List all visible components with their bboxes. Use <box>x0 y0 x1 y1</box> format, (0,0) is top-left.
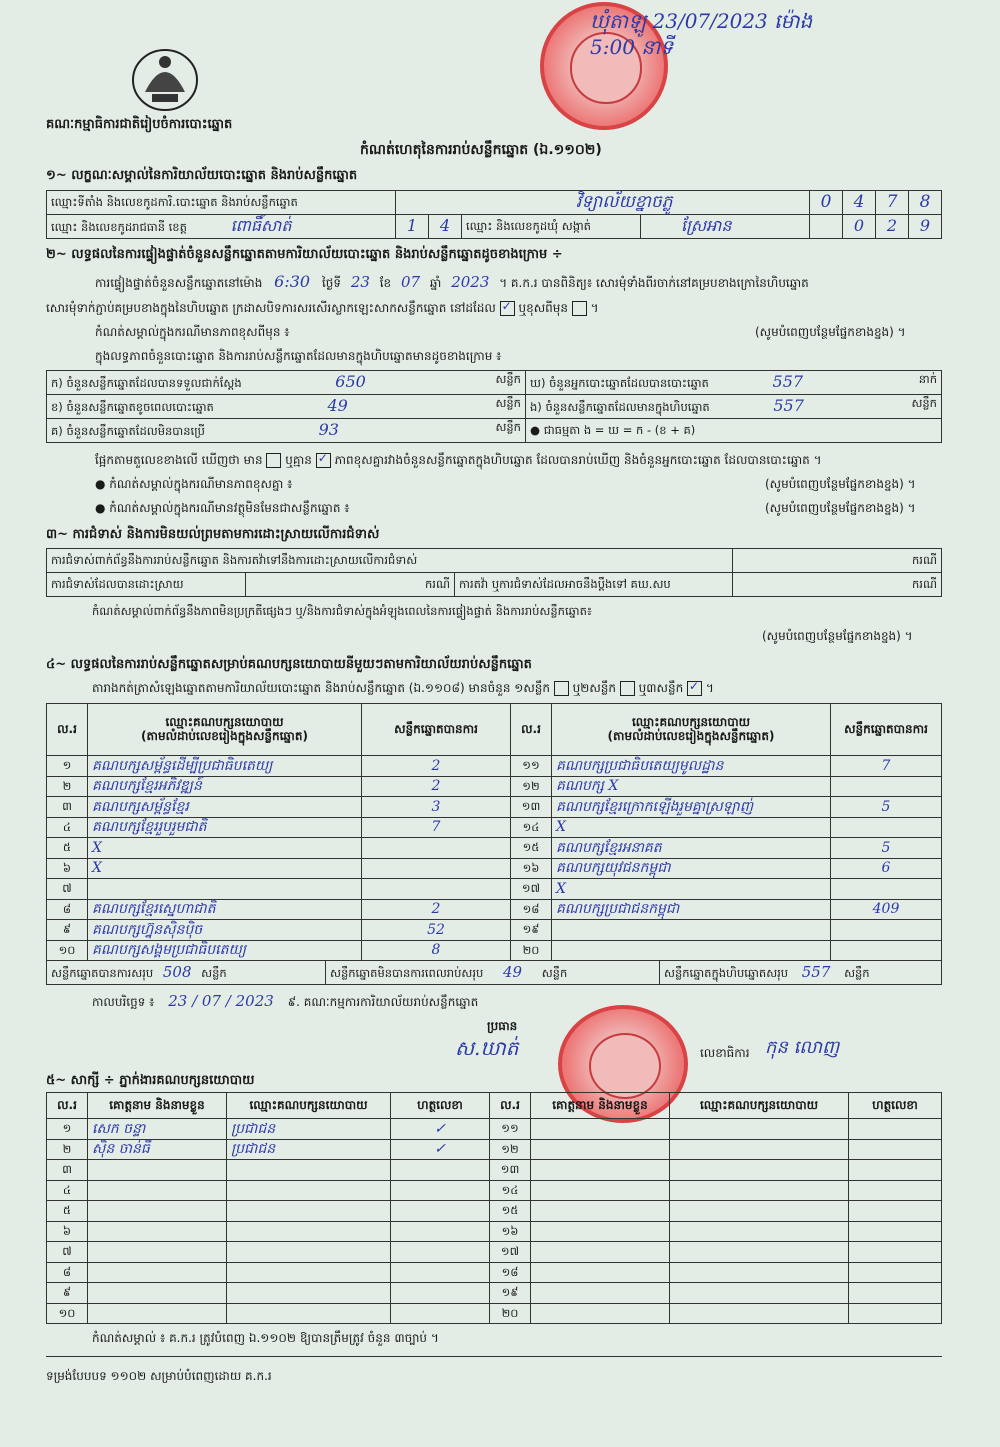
row-number: ១៤ <box>511 817 552 838</box>
stamp-handwriting: ឃុំតាឡូ 23/07/2023 ម៉ោង 5:00 នាទី <box>590 9 813 59</box>
witness-party <box>227 1283 391 1304</box>
witness-party: ប្រជាជន <box>227 1139 391 1160</box>
row-number: ១៨ <box>511 899 552 920</box>
col-sign: ហត្ថលេខា <box>849 1093 942 1119</box>
changed-checkbox[interactable] <box>572 301 587 316</box>
change-note-end: (សូមបំពេញបន្ថែមផ្នែកខាងខ្នង) ។ <box>755 325 906 339</box>
result-row <box>47 858 942 879</box>
three-sheets-checkbox[interactable] <box>687 681 702 696</box>
count-table <box>46 370 942 443</box>
row-number: ៧ <box>47 879 88 900</box>
case-label: ករណី <box>733 573 942 597</box>
committee-label: ៩. គណៈកម្មការការិយាល័យរាប់សន្លឹកឆ្នោត <box>287 995 479 1009</box>
row-number: ១៥ <box>511 838 552 859</box>
national-emblem-icon <box>130 42 200 114</box>
vote-count <box>831 879 942 900</box>
witness-name <box>531 1262 670 1283</box>
commune-digit: 2 <box>876 215 909 239</box>
total-valid-label: សន្លឹកឆ្នោតបានការសរុប <box>51 965 154 980</box>
totals-table <box>46 960 942 985</box>
party-name: គណបក្សខ្មែរអភិវឌ្ឍន៍ <box>88 776 362 797</box>
party-name <box>552 940 831 961</box>
result-row <box>47 797 942 818</box>
tally-sheet-line: តារាងកត់ត្រាសំឡេងឆ្នោតតាមការិយាល័យបោះឆ្នោត និងរាប់សន្លឹកឆ្នោត (ឯ.១១០៨) មានចំនួន ១សន្លឹក ឬ២សន្លឹក ឬ៣សន្លឹក ✓ ។ <box>92 680 714 698</box>
vote-count: 6 <box>831 858 942 879</box>
witness-name <box>88 1221 227 1242</box>
vote-count: 2 <box>362 756 511 777</box>
results-table <box>46 703 942 961</box>
unused-label: គ) ចំនួនសន្លឹកឆ្នោតដែលមិនបានប្រើ <box>51 424 205 439</box>
witness-party <box>227 1242 391 1263</box>
witness-party <box>227 1201 391 1222</box>
difference-no-checkbox[interactable] <box>316 453 331 468</box>
witness-signature <box>391 1221 490 1242</box>
commune-name: ស្រែអាន <box>641 215 810 239</box>
row-number: ៣ <box>47 797 88 818</box>
party-name: គណបក្សសង្គមប្រជាធិបតេយ្យ <box>88 940 362 961</box>
difference-has-label: ផ្អែកតាមតួលេខខាងលើ ឃើញថា មាន <box>95 453 263 467</box>
party-name: គណបក្សខ្មែរអនាគត <box>552 838 831 859</box>
vote-count: 2 <box>362 899 511 920</box>
date-label: កាលបរិច្ឆេទ ៖ <box>92 995 155 1009</box>
foreign-object-note-end: (សូមបំពេញបន្ថែមផ្នែកខាងខ្នង) ។ <box>765 501 916 515</box>
chair-label: ប្រធាន <box>487 1019 518 1033</box>
col-sign: ហត្ថលេខា <box>391 1093 490 1119</box>
witness-signature <box>849 1221 942 1242</box>
row-number: ១៨ <box>490 1262 531 1283</box>
secretary-signature: កុន លោញ <box>765 1037 840 1058</box>
same-checkbox[interactable] <box>500 301 515 316</box>
witness-name <box>88 1303 227 1324</box>
row-number: ១៣ <box>511 797 552 818</box>
unit-label: សន្លឹក <box>495 396 521 411</box>
party-name: គណបក្សខ្មែរក្រោកឡើងរួមគ្នាស្រឡាញ់ <box>552 797 831 818</box>
verify-year-label: ឆ្នាំ <box>429 276 442 290</box>
result-row <box>47 920 942 941</box>
party-name: គណបក្សខ្មែររួបរួមជាតិ <box>88 817 362 838</box>
witness-signature <box>391 1303 490 1324</box>
row-number: ១ <box>47 1119 88 1140</box>
verify-year: 2023 <box>451 273 490 291</box>
witness-row <box>47 1139 942 1160</box>
row-number: ៥ <box>47 1201 88 1222</box>
two-sheets-checkbox[interactable] <box>620 681 635 696</box>
commune-digit: 9 <box>909 215 942 239</box>
footer-divider <box>46 1356 942 1357</box>
col-party-note: (តាមលំដាប់លេខរៀងក្នុងសន្លឹកឆ្នោត) <box>141 728 308 743</box>
witness-name <box>88 1262 227 1283</box>
result-row <box>47 776 942 797</box>
form-title: កំណត់ហេតុនៃការរាប់សន្លឹកឆ្នោត (ឯ.១១០២) <box>360 142 602 158</box>
difference-note: ● កំណត់សម្គាល់ក្នុងករណីមានភាពខុសគ្នា ៖ <box>95 477 293 491</box>
witness-row <box>47 1180 942 1201</box>
witness-signature <box>391 1160 490 1181</box>
row-number: ២០ <box>490 1303 531 1324</box>
total-invalid-label: សន្លឹកឆ្នោតមិនបានការពេលរាប់សរុប <box>330 965 484 980</box>
result-row <box>47 817 942 838</box>
col-votes: សន្លឹកឆ្នោតបានការ <box>362 704 511 756</box>
province-digit: 4 <box>429 215 462 239</box>
witness-party <box>227 1180 391 1201</box>
witness-party: ប្រជាជន <box>227 1119 391 1140</box>
party-name <box>552 920 831 941</box>
row-number: ១៣ <box>490 1160 531 1181</box>
witness-party <box>670 1262 849 1283</box>
result-row <box>47 940 942 961</box>
case-label: ករណី <box>246 573 455 597</box>
vote-count <box>831 817 942 838</box>
verify-day-label: ថ្ងៃទី <box>321 276 341 290</box>
witness-signature: ✓ <box>391 1139 490 1160</box>
province-label: ឈ្មោះ និងលេខកូដរាជធានី ខេត្ត <box>51 220 187 235</box>
vote-count <box>362 879 511 900</box>
unit-label: សន្លឹក <box>495 420 521 435</box>
code-digit: 0 <box>810 191 843 215</box>
vote-count: 3 <box>362 797 511 818</box>
witness-party <box>670 1201 849 1222</box>
party-name: គណបក្សសម្ព័ន្ធដើម្បីប្រជាធិបតេយ្យ <box>88 756 362 777</box>
code-digit: 7 <box>876 191 909 215</box>
witness-party <box>670 1119 849 1140</box>
location-name: វិទ្យាល័យខ្នាចភ្លូ <box>396 191 810 215</box>
witness-row <box>47 1119 942 1140</box>
witness-party <box>670 1242 849 1263</box>
count-intro: ក្នុងលទ្ធភាពចំនួនបោះឆ្នោត និងការរាប់សន្លឹកឆ្នោតដែលមានក្នុងហិបឆ្នោតមានដូចខាងក្រោម ៖ <box>95 349 502 363</box>
objection-count-label: ការជំទាស់ពាក់ព័ន្ធនឹងការរាប់សន្លឹកឆ្នោត និងការតវ៉ាទៅនឹងការដោះស្រាយលើការជំទាស់ <box>47 549 733 573</box>
col-no: ល.រ <box>511 704 552 756</box>
row-number: ៨ <box>47 1262 88 1283</box>
witness-name <box>531 1139 670 1160</box>
section2-title: ២~ លទ្ធផលនៃការផ្ទៀងផ្ទាត់ចំនួនសន្លឹកឆ្នោតតាមការិយាល័យបោះឆ្នោត និងរាប់សន្លឹកឆ្នោតដូចខាងក្រោម ÷ <box>46 247 563 262</box>
witness-signature <box>849 1242 942 1263</box>
formula: ● ជាធម្មតា ង = ឃ = ក - (ខ + គ) <box>526 419 942 443</box>
row-number: ៣ <box>47 1160 88 1181</box>
witness-party <box>227 1221 391 1242</box>
tally-sheet-text: តារាងកត់ត្រាសំឡេងឆ្នោតតាមការិយាល័យបោះឆ្នោត និងរាប់សន្លឹកឆ្នោត (ឯ.១១០៨) មានចំនួន ១សន្លឹក <box>92 681 550 695</box>
witness-name <box>531 1303 670 1324</box>
vote-count <box>362 838 511 859</box>
location-label: ឈ្មោះទីតាំង និងលេខកូដការិ.បោះឆ្នោត និងរាប់សន្លឹកឆ្នោត <box>47 191 396 215</box>
row-number: ១០ <box>47 1303 88 1324</box>
section5-title: ៥~ សាក្សី ÷ ភ្នាក់ងារគណបក្សនយោបាយ <box>46 1073 255 1088</box>
location-table <box>46 190 942 239</box>
col-no: ល.រ <box>490 1093 531 1119</box>
row-number: ១២ <box>511 776 552 797</box>
witness-party <box>227 1262 391 1283</box>
total-valid-value: 508 <box>162 962 192 981</box>
row-number: ១៧ <box>511 879 552 900</box>
row-number: ៦ <box>47 1221 88 1242</box>
col-party: ឈ្មោះគណបក្សនយោបាយ <box>165 714 284 729</box>
row-number: ៥ <box>47 838 88 859</box>
witness-signature <box>849 1262 942 1283</box>
vote-count: 5 <box>831 838 942 859</box>
col-votes: សន្លឹកឆ្នោតបានការ <box>831 704 942 756</box>
witness-name <box>88 1160 227 1181</box>
witness-name <box>88 1242 227 1263</box>
witness-name <box>88 1283 227 1304</box>
row-number: ១០ <box>47 940 88 961</box>
witness-signature <box>391 1262 490 1283</box>
witness-signature <box>391 1180 490 1201</box>
row-number: ៨ <box>47 899 88 920</box>
total-invalid-value: 49 <box>502 962 523 981</box>
vote-count: 8 <box>362 940 511 961</box>
unit-label: សន្លឹក <box>541 965 568 980</box>
party-name: X <box>88 858 362 879</box>
party-name: គណបក្សប្រជាជនកម្ពុជា <box>552 899 831 920</box>
unit-person-label: នាក់ <box>918 372 937 387</box>
difference-text: ភាពខុសគ្នារវាងចំនួនសន្លឹកឆ្នោតក្នុងហិបឆ្នោត ដែលបានរាប់ឃើញ និងចំនួនអ្នកបោះឆ្នោត ដែលបានបោះឆ្នោត ។ <box>334 453 822 467</box>
witness-row <box>47 1303 942 1324</box>
province-name: ពោធិ៍សាត់ <box>230 216 292 236</box>
verify-month-label: ខែ <box>379 276 392 290</box>
witness-signature <box>849 1119 942 1140</box>
vote-count <box>831 940 942 961</box>
row-number: ៧ <box>47 1242 88 1263</box>
witness-party <box>670 1180 849 1201</box>
result-row <box>47 838 942 859</box>
witness-row <box>47 1283 942 1304</box>
seal-status-text: សោរមុំទាក់ភ្ជាប់គម្របខាងក្នុងនៃហិបឆ្នោត ក្រដាសបិទការសរសើរស្លាកឡេះសាកសន្លឹកឆ្នោត នៅដដែល <box>46 301 496 315</box>
irregularity-note: កំណត់សម្គាល់ពាក់ព័ន្ធនឹងភាពមិនប្រក្រតីផ្សេងៗ ឬ/និងការជំទាស់ក្នុងអំឡុងពេលនៃការផ្ទៀងផ្ទាត់ និងការរាប់សន្លឹកឆ្នោត៖ <box>92 604 592 618</box>
vote-count: 7 <box>831 756 942 777</box>
party-name: គណបក្សយុវជនកម្ពុជា <box>552 858 831 879</box>
received-label: ក) ចំនួនសន្លឹកឆ្នោតដែលបានទទួលជាក់ស្តែង <box>51 376 242 391</box>
witness-name: សេក ចន្ទា <box>88 1119 227 1140</box>
witness-name <box>531 1180 670 1201</box>
row-number: ៦ <box>47 858 88 879</box>
col-party: ឈ្មោះគណបក្សនយោបាយ <box>670 1093 849 1119</box>
commune-label: ឈ្មោះ និងលេខកូដឃុំ សង្កាត់ <box>462 215 641 239</box>
witness-note: កំណត់សម្គាល់ ៖ គ.ក.រ ត្រូវបំពេញ ឯ.១១០២ ឱ្យបានត្រឹមត្រូវ ចំនួន ៣ច្បាប់ ។ <box>92 1331 439 1345</box>
party-name: X <box>88 838 362 859</box>
col-name: គោត្តនាម និងនាមខ្លួន <box>88 1093 227 1119</box>
witness-name: ស៊ិន ចាន់ធី <box>88 1139 227 1160</box>
witness-name <box>88 1201 227 1222</box>
witness-row <box>47 1242 942 1263</box>
witness-name <box>531 1283 670 1304</box>
footer-text: ទម្រង់បែបបទ ១១០២ សម្រាប់បំពេញដោយ គ.ក.រ <box>46 1369 272 1383</box>
row-number: ១ <box>47 756 88 777</box>
province-digit: 1 <box>396 215 429 239</box>
col-no: ល.រ <box>47 704 88 756</box>
witness-row <box>47 1221 942 1242</box>
witness-name <box>531 1160 670 1181</box>
in-box-value: 557 <box>773 396 804 416</box>
verify-line-1-end: ។ គ.ក.រ បានពិនិត្យ៖ សោរមុំទាំងពីរចាក់នៅគម្របខាងក្រោនៃហិបឆ្នោត <box>499 276 809 290</box>
row-number: ១១ <box>511 756 552 777</box>
witness-party <box>227 1303 391 1324</box>
section4-title: ៤~ លទ្ធផលនៃការរាប់សន្លឹកឆ្នោតសម្រាប់គណបក្សនយោបាយនីមួយៗតាមការិយាល័យរាប់សន្លឹកឆ្នោត <box>46 657 532 672</box>
col-party: ឈ្មោះគណបក្សនយោបាយ <box>227 1093 391 1119</box>
witness-party <box>670 1283 849 1304</box>
party-name <box>88 879 362 900</box>
col-party-note: (តាមលំដាប់លេខរៀងក្នុងសន្លឹកឆ្នោត) <box>607 728 775 743</box>
verify-month: 07 <box>401 273 421 291</box>
received-value: 650 <box>335 372 366 392</box>
party-name: គណបក្ស X <box>552 776 831 797</box>
vote-count <box>362 858 511 879</box>
witness-table <box>46 1092 942 1324</box>
row-number: ២០ <box>511 940 552 961</box>
vote-count: 2 <box>362 776 511 797</box>
witness-party <box>670 1139 849 1160</box>
result-row <box>47 756 942 777</box>
witness-signature <box>391 1242 490 1263</box>
witness-party <box>227 1160 391 1181</box>
witness-name <box>531 1221 670 1242</box>
total-box-value: 557 <box>801 962 831 981</box>
row-number: ១៩ <box>511 920 552 941</box>
col-no: ល.រ <box>47 1093 88 1119</box>
vote-count: 52 <box>362 920 511 941</box>
witness-signature <box>849 1201 942 1222</box>
total-box-label: សន្លឹកឆ្នោតក្នុងហិបឆ្នោតសរុប <box>664 965 789 980</box>
unused-value: 93 <box>318 420 339 440</box>
section1-title: ១~ លក្ខណៈសម្គាល់នៃការិយាល័យបោះឆ្នោត និងរាប់សន្លឹកឆ្នោត <box>46 168 358 183</box>
date-value: 23 / 07 / 2023 <box>168 992 274 1010</box>
row-number: ៤ <box>47 1180 88 1201</box>
party-name: X <box>552 817 831 838</box>
witness-party <box>670 1303 849 1324</box>
col-party: ឈ្មោះគណបក្សនយោបាយ <box>631 714 751 729</box>
one-sheet-checkbox[interactable] <box>554 681 569 696</box>
witness-signature <box>849 1139 942 1160</box>
objection-table <box>46 548 942 597</box>
difference-none-label: ឬគ្មាន <box>285 453 312 467</box>
spoiled-value: 49 <box>327 396 348 416</box>
difference-line <box>95 452 822 470</box>
witness-signature <box>849 1180 942 1201</box>
spoiled-label: ខ) ចំនួនសន្លឹកឆ្នោតខូចពេលបោះឆ្នោត <box>51 400 214 415</box>
vote-count <box>831 920 942 941</box>
witness-row <box>47 1160 942 1181</box>
party-name: គណបក្សប្រជាធិបតេយ្យមូលដ្ឋាន <box>552 756 831 777</box>
resolved-label: ការជំទាស់ដែលបានដោះស្រាយ <box>47 573 246 597</box>
irregularity-note-end: (សូមបំពេញបន្ថែមផ្នែកខាងខ្នង) ។ <box>762 629 913 643</box>
witness-signature: ✓ <box>391 1119 490 1140</box>
row-number: ១២ <box>490 1139 531 1160</box>
party-name: គណបក្សខ្មែរស្នេហាជាតិ <box>88 899 362 920</box>
date-line <box>92 992 478 1012</box>
verify-day: 23 <box>350 273 370 291</box>
vote-count: 409 <box>831 899 942 920</box>
result-row <box>47 899 942 920</box>
unit-label: សន្លឹក <box>844 965 870 980</box>
verify-line-1 <box>95 272 809 293</box>
vote-count: 5 <box>831 797 942 818</box>
chair-signature: ស.ឃាត់ <box>455 1036 519 1060</box>
col-name: គោត្តនាម និងនាមខ្លួន <box>531 1093 670 1119</box>
witness-signature <box>391 1283 490 1304</box>
vote-count: 7 <box>362 817 511 838</box>
unit-label: សន្លឹក <box>201 965 227 980</box>
changed-label: ឬខុសពីមុន <box>518 301 569 315</box>
three-sheets-label: ឬ៣សន្លឹក <box>638 681 684 695</box>
witness-row <box>47 1262 942 1283</box>
empty-cell <box>810 215 843 239</box>
code-digit: 8 <box>909 191 942 215</box>
code-digit: 4 <box>843 191 876 215</box>
difference-yes-checkbox[interactable] <box>266 453 281 468</box>
row-number: ១៦ <box>490 1221 531 1242</box>
unit-label: សន្លឹក <box>495 372 521 387</box>
committee-name: គណៈកម្មាធិការជាតិរៀបចំការបោះឆ្នោត <box>46 117 233 132</box>
section3-title: ៣~ ការជំទាស់ និងការមិនយល់ព្រមតាមការដោះស្រាយលើការជំទាស់ <box>46 527 380 542</box>
verify-time: 6:30 <box>274 272 311 291</box>
appeal-label: ការតវ៉ា ឬការជំទាស់ដែលអាចនឹងប្តឹងទៅ គឃ.សប <box>455 573 733 597</box>
witness-party <box>670 1221 849 1242</box>
row-number: ៩ <box>47 1283 88 1304</box>
witness-name <box>531 1242 670 1263</box>
change-note-label: កំណត់សម្គាល់ក្នុងករណីមានភាពខុសពីមុន ៖ <box>95 325 290 339</box>
witness-signature <box>391 1201 490 1222</box>
case-label: ករណី <box>733 549 942 573</box>
witness-signature <box>849 1160 942 1181</box>
voters-label: ឃ) ចំនួនអ្នកបោះឆ្នោតដែលបានបោះឆ្នោត <box>530 376 709 391</box>
witness-name <box>531 1119 670 1140</box>
row-number: ១៥ <box>490 1201 531 1222</box>
row-number: ២ <box>47 776 88 797</box>
row-number: ១៤ <box>490 1180 531 1201</box>
commune-digit: 0 <box>843 215 876 239</box>
vote-count <box>831 776 942 797</box>
witness-row <box>47 1201 942 1222</box>
result-row <box>47 879 942 900</box>
foreign-object-note: ● កំណត់សម្គាល់ក្នុងករណីមានវត្ថុមិនមែនជាសន្លឹកឆ្នោត ៖ <box>95 501 350 515</box>
difference-note-end: (សូមបំពេញបន្ថែមផ្នែកខាងខ្នង) ។ <box>765 477 916 491</box>
row-number: ២ <box>47 1139 88 1160</box>
row-number: ១៩ <box>490 1283 531 1304</box>
row-number: ១៦ <box>511 858 552 879</box>
verify-line-2: សោរមុំទាក់ភ្ជាប់គម្របខាងក្នុងនៃហិបឆ្នោត ក្រដាសបិទការសរសើរស្លាកឡេះសាកសន្លឹកឆ្នោត នៅដដែល ✓ ឬខុសពីមុន ។ <box>46 300 599 318</box>
verify-time-label: ការផ្ទៀងផ្ទាត់ចំនួនសន្លឹកឆ្នោតនៅម៉ោង <box>95 276 263 290</box>
row-number: ៤ <box>47 817 88 838</box>
voters-value: 557 <box>772 372 804 392</box>
secretary-label: លេខាធិការ <box>700 1046 750 1060</box>
witness-party <box>670 1160 849 1181</box>
witness-signature <box>849 1283 942 1304</box>
party-name: គណបក្សហ្វ៊ុនស៊ិនប៉ិច <box>88 920 362 941</box>
two-sheets-label: ឬ២សន្លឹក <box>572 681 617 695</box>
row-number: ១១ <box>490 1119 531 1140</box>
unit-label: សន្លឹក <box>911 396 937 411</box>
party-name: គណបក្សសម្ព័ន្ធខ្មែរ <box>88 797 362 818</box>
in-box-label: ង) ចំនួនសន្លឹកឆ្នោតដែលមានក្នុងហិបឆ្នោត <box>530 400 710 415</box>
witness-name <box>531 1201 670 1222</box>
row-number: ៩ <box>47 920 88 941</box>
party-name: X <box>552 879 831 900</box>
witness-signature <box>849 1303 942 1324</box>
witness-name <box>88 1180 227 1201</box>
row-number: ១៧ <box>490 1242 531 1263</box>
